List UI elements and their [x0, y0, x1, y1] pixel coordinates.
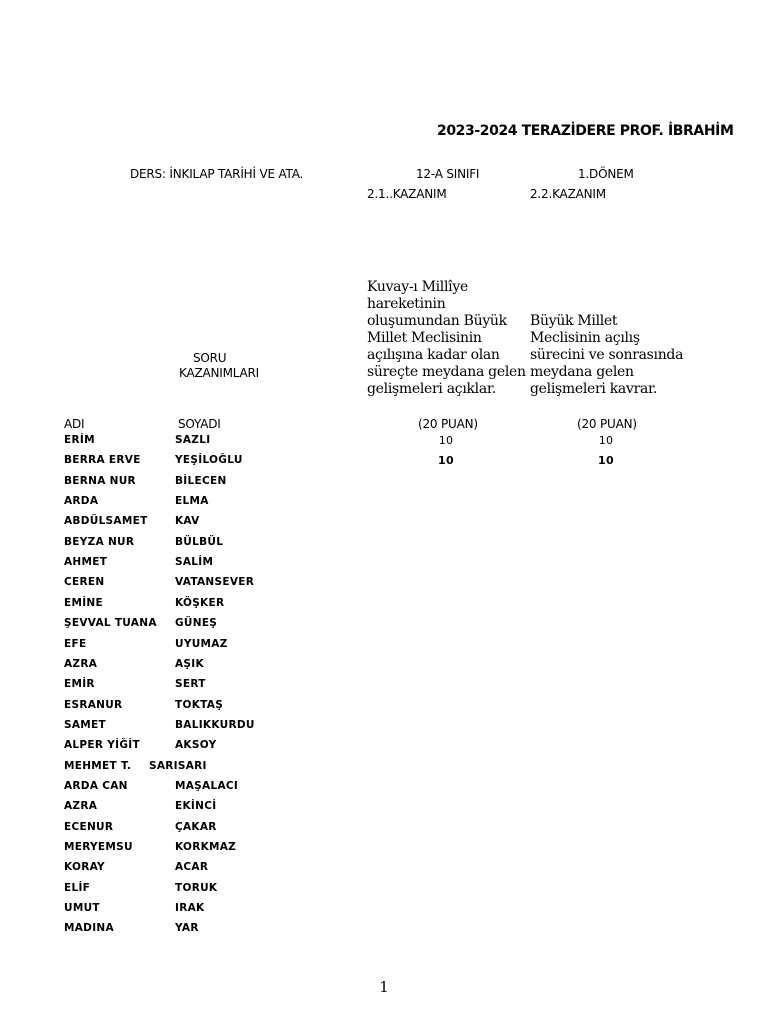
- table-row: [64, 841, 664, 859]
- student-first-name: EFE: [64, 637, 87, 650]
- student-first-name: ARDA: [64, 495, 99, 508]
- student-last-name: ELMA: [175, 495, 209, 508]
- table-row: [64, 780, 664, 798]
- student-first-name: ERİM: [64, 434, 95, 446]
- student-last-name: BİLECEN: [175, 474, 227, 487]
- student-last-name: IRAK: [175, 902, 205, 915]
- student-first-name: ALPER YİĞİT: [64, 739, 140, 752]
- student-first-name: UMUT: [64, 902, 100, 915]
- outcome-1-text: Kuvay-ı Millîye hareketinin oluşumundan Büyük Millet Meclisinin açılışına kadar olan süreçte meydana gelen gelişmeleri açıklar.: [367, 279, 526, 397]
- student-last-name: YAR: [175, 922, 199, 935]
- student-last-name: ACAR: [175, 861, 209, 874]
- table-row: [64, 861, 664, 879]
- student-last-name: TORUK: [175, 881, 218, 894]
- student-first-name: BEYZA NUR: [64, 535, 135, 548]
- class-name: 12-A SINIFI: [416, 167, 480, 181]
- table-row: [64, 760, 664, 778]
- outcome-2-label: 2.2.KAZANIM: [530, 187, 606, 201]
- student-last-name: SERT: [175, 678, 206, 691]
- student-first-name: AHMET: [64, 556, 108, 569]
- student-last-name: AKSOY: [175, 739, 217, 752]
- question-outcomes-line1: SORU: [193, 351, 227, 365]
- score-outcome-2: 10: [598, 454, 614, 468]
- student-first-name: EMİNE: [64, 596, 103, 609]
- column-header-name: ADI: [64, 417, 85, 431]
- table-row: [64, 597, 664, 615]
- student-first-name: ABDÜLSAMET: [64, 515, 148, 528]
- student-first-name: AZRA: [64, 800, 98, 813]
- table-row: [64, 556, 664, 574]
- student-first-name: AZRA: [64, 657, 98, 670]
- table-row: [64, 800, 664, 818]
- table-row: [64, 882, 664, 900]
- student-first-name: ESRANUR: [64, 698, 123, 711]
- student-last-name: ÇAKAR: [175, 820, 217, 833]
- score-outcome-1: 10: [438, 454, 454, 468]
- student-first-name: SAMET: [64, 718, 106, 731]
- student-first-name: CEREN: [64, 576, 105, 589]
- table-row: [64, 576, 664, 594]
- table-row: [64, 739, 664, 757]
- table-row: [64, 699, 664, 717]
- student-first-name: ELİF: [64, 881, 91, 894]
- table-row: [64, 617, 664, 635]
- table-row: [64, 536, 664, 554]
- student-last-name: KORKMAZ: [175, 841, 237, 853]
- student-last-name: BÜLBÜL: [175, 535, 224, 548]
- student-first-name: BERNA NUR: [64, 474, 136, 487]
- student-first-name: ŞEVVAL TUANA: [64, 617, 157, 630]
- student-first-name: BERRA ERVE: [64, 454, 141, 467]
- student-first-name: ARDA CAN: [64, 779, 128, 792]
- student-last-name: AŞIK: [175, 657, 204, 670]
- table-row: [64, 515, 664, 533]
- student-first-name: KORAY: [64, 861, 105, 874]
- student-last-name: SAZLI: [175, 434, 211, 446]
- table-row: [64, 821, 664, 839]
- student-first-name: ECENUR: [64, 820, 114, 833]
- student-last-name: KÖŞKER: [175, 596, 225, 609]
- table-row: [64, 454, 664, 472]
- student-last-name: UYUMAZ: [175, 637, 228, 650]
- table-row: [64, 475, 664, 493]
- student-first-name: MEHMET T.: [64, 759, 132, 772]
- page-number: 1: [379, 978, 389, 996]
- student-last-name: VATANSEVER: [175, 576, 255, 589]
- student-first-name: MERYEMSU: [64, 841, 133, 853]
- question-outcomes-line2: KAZANIMLARI: [179, 366, 260, 380]
- student-last-name: TOKTAŞ: [175, 698, 224, 711]
- student-last-name: MAŞALACI: [175, 779, 239, 792]
- student-first-name: EMİR: [64, 678, 95, 691]
- score-outcome-1: 10: [438, 434, 454, 447]
- table-row: [64, 658, 664, 676]
- table-row: [64, 922, 664, 940]
- student-last-name: KAV: [175, 515, 200, 528]
- score-outcome-2: 10: [598, 434, 614, 447]
- student-last-name: EKİNCİ: [175, 800, 217, 813]
- column-header-points-2: (20 PUAN): [577, 417, 637, 431]
- table-row: [64, 719, 664, 737]
- outcome-1-label: 2.1..KAZANIM: [367, 187, 447, 201]
- student-last-name: GÜNEŞ: [175, 617, 218, 630]
- column-header-points-1: (20 PUAN): [418, 417, 478, 431]
- student-last-name: BALIKKURDU: [175, 718, 255, 731]
- column-header-surname: SOYADI: [178, 417, 221, 431]
- student-first-name: MADINA: [64, 922, 114, 935]
- table-row: [64, 678, 664, 696]
- outcome-2-text: Büyük Millet Meclisinin açılış sürecini ve sonrasında meydana gelen gelişmeleri kavrar.: [530, 313, 684, 397]
- student-last-name: SARISARI: [149, 759, 207, 772]
- course-name: DERS: İNKILAP TARİHİ VE ATA.: [130, 167, 304, 181]
- table-row: [64, 902, 664, 920]
- table-row: [64, 495, 664, 513]
- student-last-name: YEŞİLOĞLU: [175, 454, 243, 467]
- table-row: [64, 434, 664, 452]
- page-title: 2023-2024 TERAZİDERE PROF. İBRAHİM: [437, 123, 734, 139]
- table-row: [64, 638, 664, 656]
- term-label: 1.DÖNEM: [578, 167, 634, 181]
- student-last-name: SALİM: [175, 556, 214, 569]
